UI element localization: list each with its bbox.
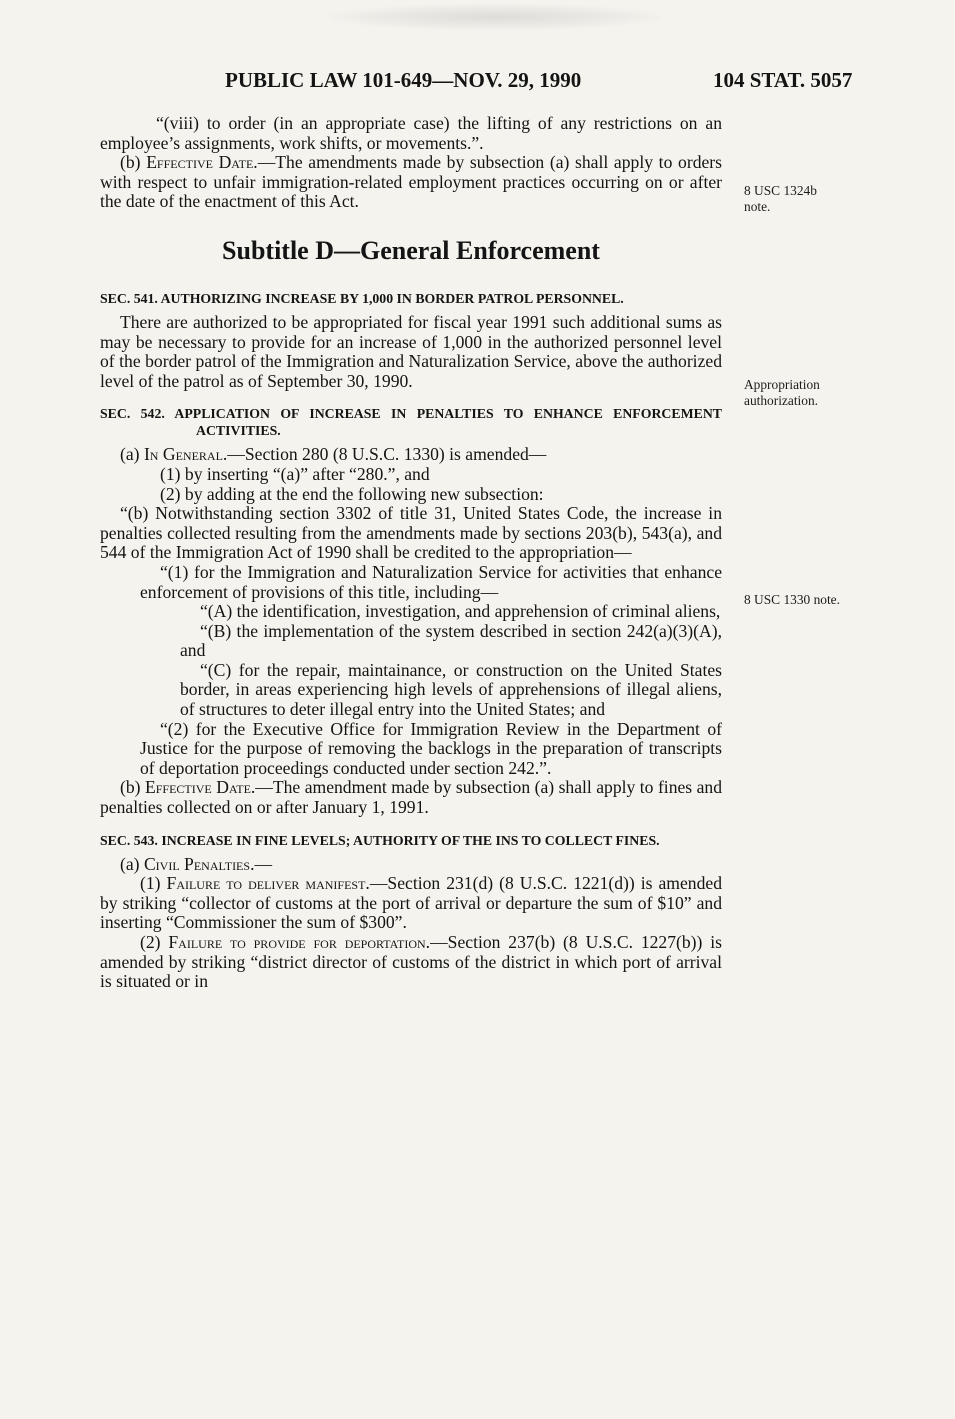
caps-heading: Failure to provide for deportation. [168,932,431,952]
section-541-heading: SEC. 541. AUTHORIZING INCREASE BY 1,000 IN BORDER PATROL PERSONNEL. [100,290,624,306]
margin-note-line: 8 USC 1324b [744,183,817,198]
statute-body [100,114,722,992]
quoted-paragraph-1: “(1) for the Immigration and Naturalization Service for activities that enhance enforcement of provisions of this title, including— [140,561,722,602]
margin-note-line: authorization. [744,393,818,408]
label: (a) [120,853,144,874]
caps-heading: Effective Date. [144,777,256,798]
subtitle-heading: Subtitle D—General Enforcement [222,235,600,265]
label: (b) [120,777,145,798]
quoted-subsection-b: “(b) Notwithstanding section 3302 of title 31, United States Code, the increase in penalties collected resulting from the amendments made by sections 203(b), 543(a), and 544 of the Immigration Act of 1990 shall be credited to the appropriation— [100,503,722,563]
text: —Section 280 (8 U.S.C. 1330) is amended— [227,444,547,465]
margin-note-line: note. [744,199,771,214]
margin-note-line: 8 USC 1330 note. [744,592,840,607]
text: —Section 237(b) (8 U.S.C. 1227(b)) is amended by striking “district director of customs of the district in which port of arrival is situated or in [100,932,722,992]
subsection-a-civil-penalties [100,855,722,875]
scan-smudge [330,4,660,30]
margin-note-appropriation [744,377,884,409]
subsection-b-effective-date [100,153,722,212]
label: (2) [140,932,169,952]
paragraph-1-failure-manifest [100,874,722,933]
caps-heading: Civil Penalties. [143,853,255,874]
margin-note-usc-1330 [744,592,884,608]
subsection-b-effective-date-2 [100,778,722,817]
quoted-paragraph-2: “(2) for the Executive Office for Immigration Review in the Department of Justice for the purpose of removing the backlogs in the preparation of transcripts of deportation proceedings conducted under section 242.”. [140,718,722,778]
quoted-subparagraph-c: “(C) for the repair, maintainance, or construction on the United States border, in areas experiencing high levels of apprehensions of illegal aliens, of structures to deter illegal entry into the United States; and [180,659,722,720]
section-542-heading: SEC. 542. APPLICATION OF INCREASE IN PENALTIES TO ENHANCE ENFORCEMENT ACTIVITIES. [100,406,722,439]
margin-note-usc-1324b [744,183,884,215]
running-header [0,68,955,98]
caps-heading: Failure to deliver manifest. [166,873,370,894]
label: (a) [120,444,144,465]
clause-viii: “(viii) to order (in an appropriate case) the lifting of any restrictions on an employee’s assignments, work shifts, or movements.”. [100,113,722,153]
label: (b) [120,152,147,173]
caps-heading: In General. [143,444,228,465]
caps-heading: Effective Date. [146,152,258,173]
paragraph-1: (1) by inserting “(a)” after “280.”, and [160,463,430,484]
header-public-law: PUBLIC LAW 101-649—NOV. 29, 1990 [225,68,582,92]
section-543-heading: SEC. 543. INCREASE IN FINE LEVELS; AUTHORITY OF THE INS TO COLLECT FINES. [100,832,660,848]
text: — [254,853,273,874]
margin-note-line: Appropriation [744,377,820,392]
label: (1) [140,873,167,894]
text: —Section 231(d) (8 U.S.C. 1221(d)) is amended by striking “collector of customs at the port of arrival or departure the sum of $10” and inserting “Commissioner the sum of $300”. [100,873,722,933]
subsection-a-in-general [100,445,722,465]
text: —The amendments made by subsection (a) shall apply to orders with respect to unfair immigration-related employment practices occurring on or after the date of the enactment of this Act. [100,152,722,212]
text: —The amendment made by subsection (a) shall apply to fines and penalties collected on or after January 1, 1991. [100,777,723,818]
quoted-subparagraph-b: “(B) the implementation of the system described in section 242(a)(3)(A), and [180,620,722,661]
paragraph-2: (2) by adding at the end the following new subsection: [160,483,544,504]
section-541-text: There are authorized to be appropriated for fiscal year 1991 such additional sums as may be necessary to provide for an increase of 1,000 in the authorized personnel level of the border patrol of the Immigration and Naturalization Service, above the authorized level of the patrol as of September 30, 1990. [100,311,722,391]
header-stat-page: 104 STAT. 5057 [713,68,853,92]
quoted-subparagraph-a: “(A) the identification, investigation, and apprehension of criminal aliens, [200,601,721,622]
paragraph-2-failure-deportation [100,933,722,992]
